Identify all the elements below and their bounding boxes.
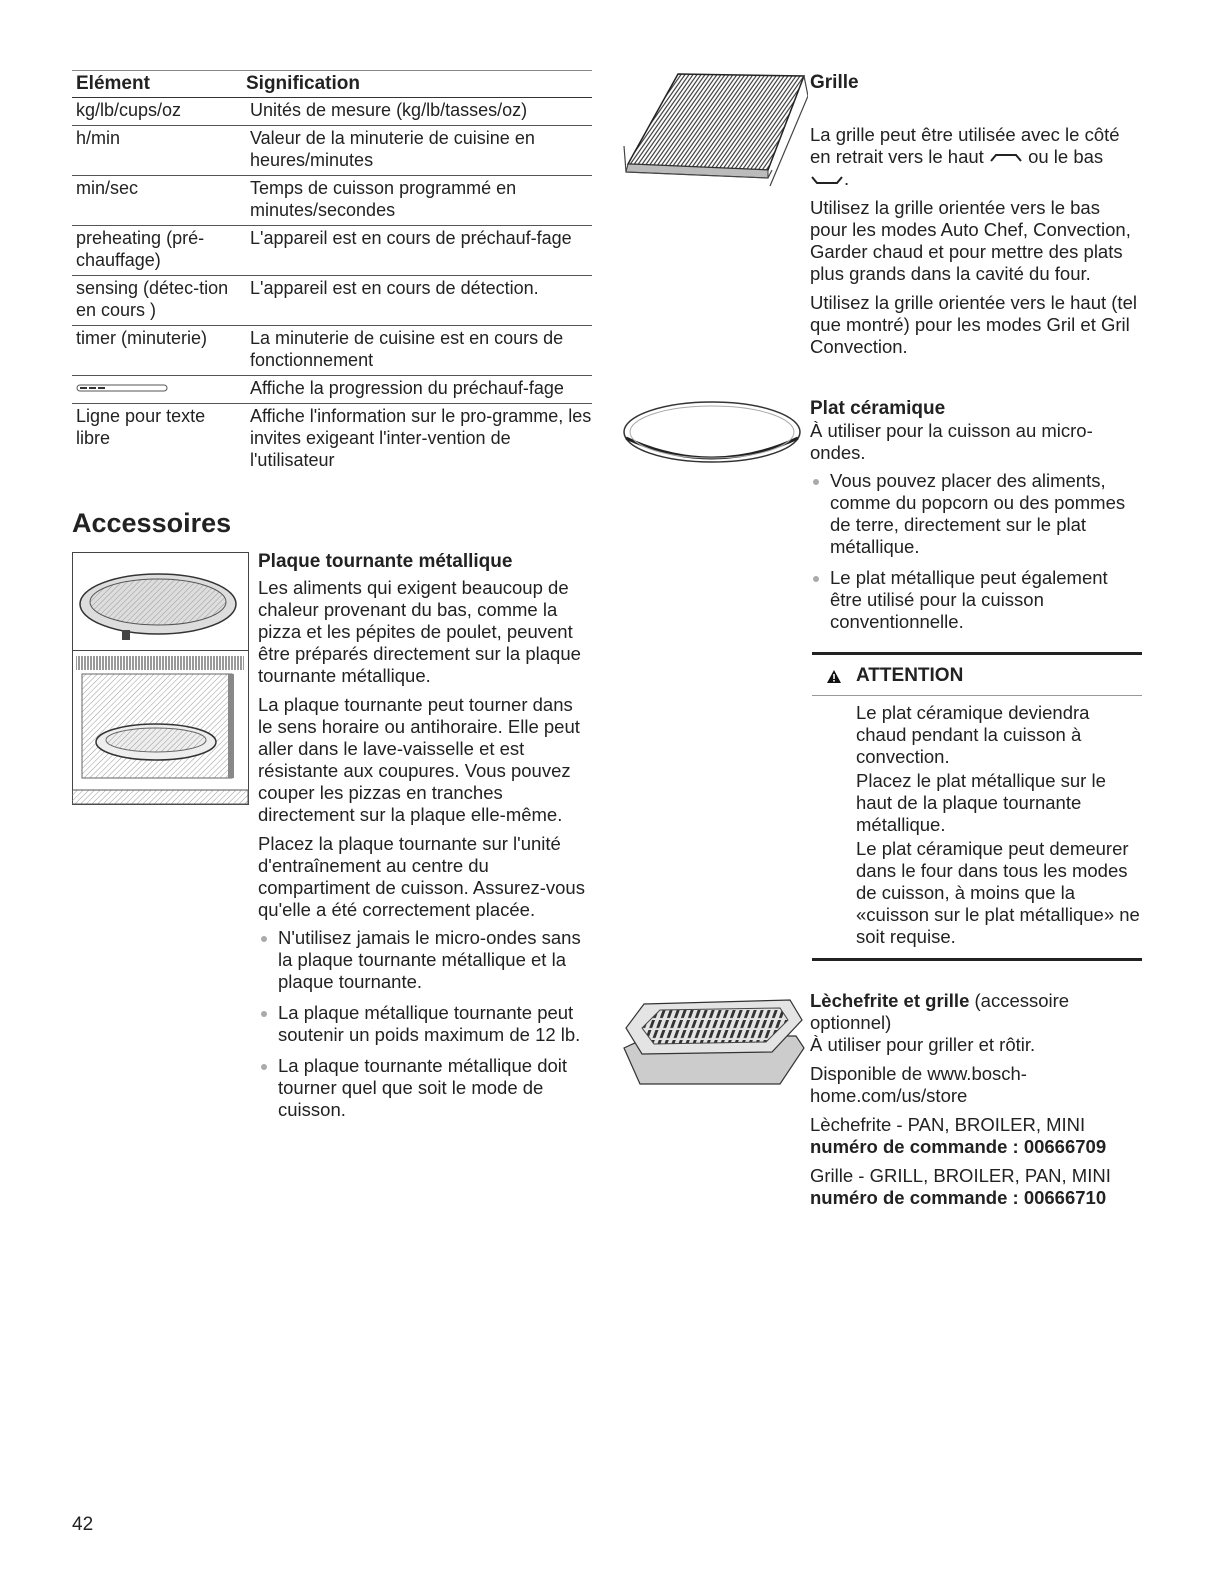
pan-order-number: numéro de commande : 00666709	[810, 1136, 1107, 1157]
turntable-bullet-list	[258, 927, 588, 1121]
grille-text-part: La grille peut être utilisée avec le côté en retrait vers le haut	[810, 124, 1120, 167]
cell-element: timer (minuterie)	[72, 326, 242, 376]
table-row	[72, 376, 592, 404]
cell-element: preheating (pré-chauffage)	[72, 226, 242, 276]
cell-meaning: Affiche la progression du préchauf-fage	[242, 376, 592, 404]
preheat-progress-bar-icon	[76, 382, 168, 394]
table-row	[72, 276, 592, 326]
table-row	[72, 326, 592, 376]
table-row	[72, 404, 592, 476]
rack-lowered-icon	[810, 175, 844, 185]
turntable-paragraph: Placez la plaque tournante sur l'unité d'entraînement au centre du compartiment de cuisson. Assurez-vous qu'elle a été correctement placée.	[258, 833, 585, 920]
cell-meaning: Valeur de la minuterie de cuisine en heures/minutes	[242, 126, 592, 176]
cell-meaning: L'appareil est en cours de détection.	[242, 276, 592, 326]
lechefrite-title-bold: Lèchefrite et grille	[810, 990, 970, 1011]
cell-element: kg/lb/cups/oz	[72, 98, 242, 126]
grille-text-part: .	[844, 168, 850, 189]
pan-name: Lèchefrite - PAN, BROILER, MINI	[810, 1114, 1086, 1135]
attention-header	[812, 665, 1142, 696]
lechefrite-availability: Disponible de www.bosch-home.com/us/store	[810, 1063, 1027, 1106]
grille-paragraph-orientation	[810, 124, 1140, 190]
cell-element: min/sec	[72, 176, 242, 226]
grille-title: Grille	[810, 72, 859, 93]
grill-name: Grille - GRILL, BROILER, PAN, MINI	[810, 1165, 1111, 1186]
cell-meaning: Temps de cuisson programmé en minutes/secondes	[242, 176, 592, 226]
grille-paragraph: Utilisez la grille orientée vers le haut (tel que montré) pour les modes Gril et Gril Convection.	[810, 292, 1137, 357]
wire-rack-illustration	[622, 66, 808, 190]
plat-bullet-list	[810, 470, 1140, 633]
cell-element	[72, 376, 242, 404]
cell-meaning: Affiche l'information sur le pro-gramme, les invites exigeant l'inter-vention de l'utilisateur	[250, 406, 592, 470]
lechefrite-title	[810, 990, 1140, 1034]
lechefrite-item-grill	[810, 1165, 1140, 1209]
column-header-meaning: Signification	[242, 71, 592, 98]
cell-element: sensing (détec-tion en cours )	[72, 276, 242, 326]
lechefrite-title-rest: (accessoire optionnel)	[810, 990, 1070, 1033]
attention-line: Le plat céramique peut demeurer dans le four dans tous les modes de cuisson, à moins que la «cuisson sur le plat métallique» ne soit requise.	[856, 838, 1140, 947]
grille-section	[810, 72, 1140, 358]
turntable-title: Plaque tournante métallique	[258, 551, 513, 572]
list-item: Le plat métallique peut également être utilisé pour la cuisson conventionnelle.	[810, 567, 1140, 633]
attention-box	[812, 652, 1142, 961]
display-elements-table	[72, 70, 592, 475]
plat-title: Plat céramique	[810, 398, 946, 419]
lechefrite-intro: À utiliser pour griller et rôtir.	[810, 1034, 1036, 1055]
table-row	[72, 126, 592, 176]
plat-intro: À utiliser pour la cuisson au micro-ondes.	[810, 420, 1093, 463]
ceramic-tray-illustration	[620, 398, 806, 470]
turntable-paragraph: La plaque tournante peut tourner dans le sens horaire ou antihoraire. Elle peut aller dans le lave-vaisselle et est résistante aux coupures. Vous pouvez couper les pizzas en tranches directement sur la plaque elle-même.	[258, 694, 580, 825]
attention-body	[812, 696, 1142, 948]
cell-meaning: L'appareil est en cours de préchauf-fage	[242, 226, 592, 276]
cell-element: Ligne pour texte libre	[76, 406, 206, 448]
table-row	[72, 98, 592, 126]
table-row	[72, 176, 592, 226]
lechefrite-section	[810, 990, 1140, 1209]
warning-icon	[826, 669, 842, 684]
grille-text-part: ou le bas	[1028, 146, 1104, 167]
rack-raised-icon	[989, 153, 1023, 163]
turntable-paragraph: Les aliments qui exigent beaucoup de chaleur provenant du bas, comme la pizza et les pépites de poulet, peuvent être préparés directement sur la plaque tournante métallique.	[258, 577, 581, 686]
list-item: La plaque tournante métallique doit tourner quel que soit le mode de cuisson.	[258, 1055, 588, 1121]
column-header-element: Elément	[72, 71, 242, 98]
broiler-pan-illustration	[620, 990, 806, 1088]
cell-meaning: La minuterie de cuisine est en cours de fonctionnement	[242, 326, 592, 376]
list-item: La plaque métallique tournante peut soutenir un poids maximum de 12 lb.	[258, 1002, 588, 1046]
list-item: Vous pouvez placer des aliments, comme du popcorn ou des pommes de terre, directement sur le plat métallique.	[810, 470, 1140, 558]
list-item: N'utilisez jamais le micro-ondes sans la plaque tournante métallique et la plaque tournante.	[258, 927, 588, 993]
lechefrite-item-pan	[810, 1114, 1140, 1158]
grille-paragraph: Utilisez la grille orientée vers le bas pour les modes Auto Chef, Convection, Garder chaud et pour mettre des plats plus grands dans la cavité du four.	[810, 197, 1131, 284]
turntable-illustration	[72, 552, 250, 806]
table-header-row	[72, 71, 592, 98]
grill-order-number: numéro de commande : 00666710	[810, 1187, 1107, 1208]
attention-line: Placez le plat métallique sur le haut de la plaque tournante métallique.	[856, 770, 1106, 835]
page-number: 42	[72, 1514, 94, 1535]
cell-meaning: Unités de mesure (kg/lb/tasses/oz)	[242, 98, 592, 126]
turntable-section	[258, 551, 588, 1130]
section-title-accessoires: Accessoires	[72, 508, 232, 538]
attention-line: Le plat céramique deviendra chaud pendant la cuisson à convection.	[856, 702, 1090, 767]
plat-section	[810, 398, 1140, 642]
cell-element: h/min	[72, 126, 242, 176]
attention-title: ATTENTION	[856, 665, 964, 686]
table-row	[72, 226, 592, 276]
